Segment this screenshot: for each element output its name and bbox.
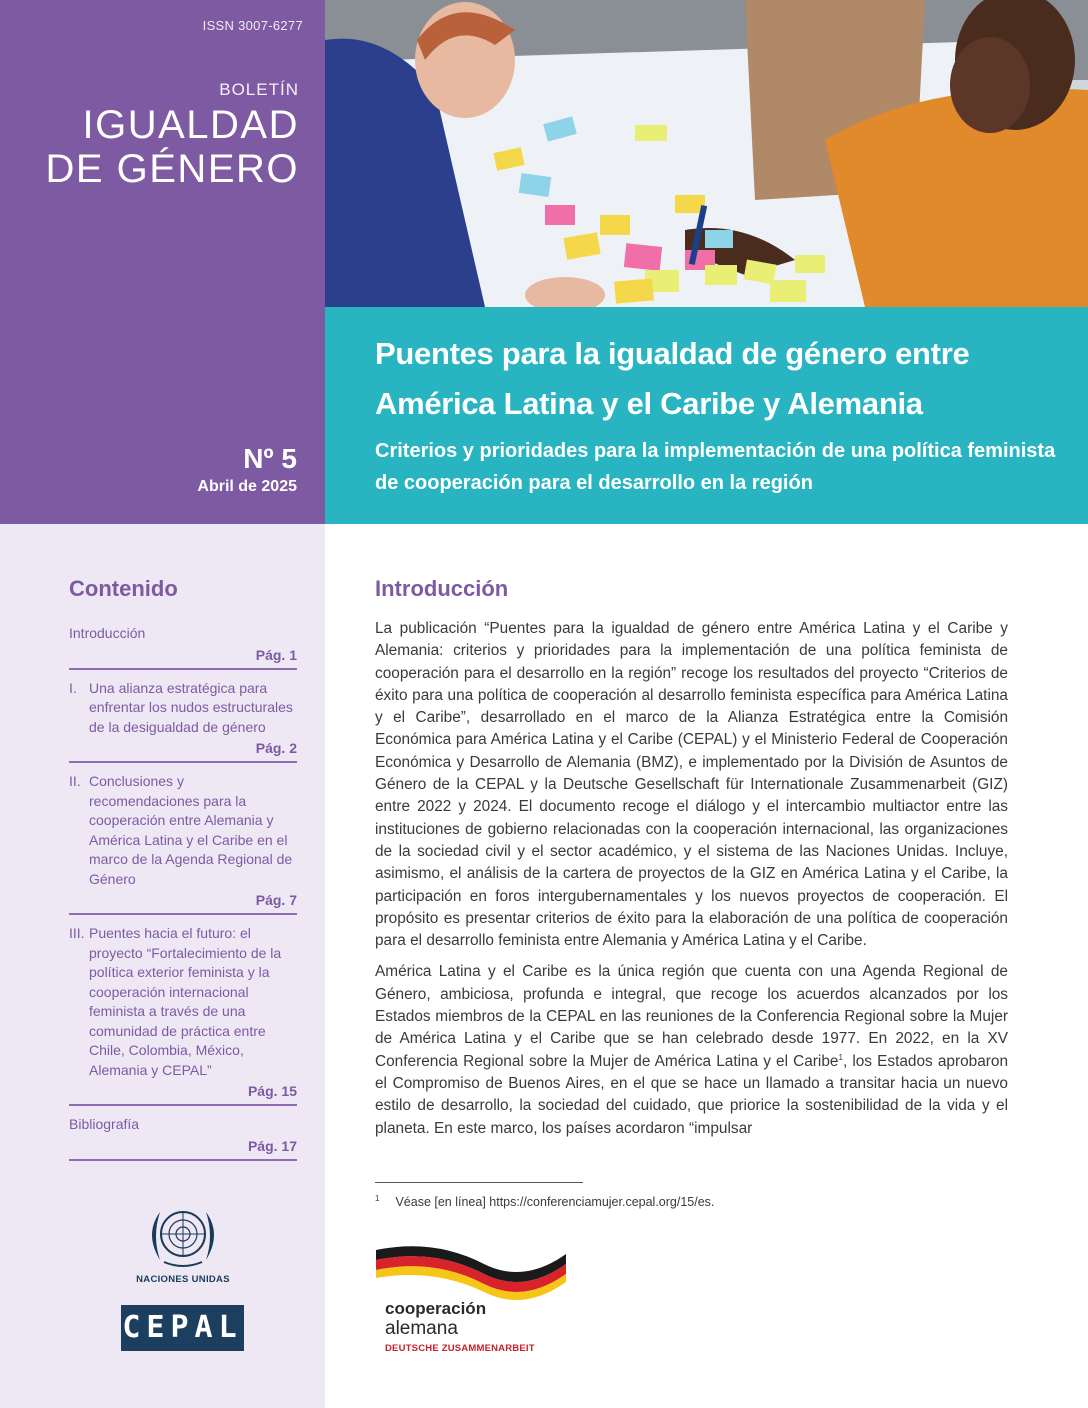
footnote-text[interactable]: Véase [en línea] https://conferenciamujer.cepal.org/15/es. — [395, 1195, 715, 1210]
toc-item-label: Puentes hacia el futuro: el proyecto “Fortalecimiento de la política exterior feminista y la cooperación internacional feminista a través de una comunidad de práctica entre Chile, Colombia, México, Alemania y CEPAL” — [89, 925, 282, 1078]
series-brand — [45, 103, 299, 191]
coop-logo-line-1: cooperación — [385, 1299, 487, 1318]
toc-item-section-2[interactable] — [69, 772, 297, 915]
footnote-mark: 1 — [375, 1194, 380, 1203]
toc-item-number: III. — [69, 925, 85, 941]
section-title-introduccion: Introducción — [375, 576, 509, 601]
brand-line-1: IGUALDAD — [82, 103, 299, 147]
publication-title: Puentes para la igualdad de género entre América Latina y el Caribe y Alemania — [375, 336, 970, 421]
footnote-reference[interactable]: 1 — [838, 1052, 843, 1062]
toc-row — [69, 1115, 297, 1135]
toc-item-bibliografia[interactable] — [69, 1115, 297, 1161]
german-flag-ribbon-logo — [374, 1242, 574, 1302]
un-label: NACIONES UNIDAS — [136, 1274, 230, 1285]
cover-photo — [325, 0, 1088, 307]
toc-item-number: II. — [69, 773, 81, 789]
toc-row — [69, 624, 297, 644]
issue-number: Nº 5 — [243, 443, 297, 474]
intro-paragraph-2 — [375, 961, 1008, 1139]
toc-item-page: Pág. 15 — [247, 1083, 297, 1099]
sidebar — [0, 524, 325, 1408]
toc-row — [69, 924, 297, 1080]
toc-item-introduccion[interactable] — [69, 624, 297, 670]
coop-logo-line-2: alemana — [385, 1318, 458, 1339]
cover-title-band — [325, 307, 1088, 524]
series-header — [0, 0, 325, 524]
toc-item-label: Conclusiones y recomendaciones para la cooperación entre Alemania y América Latina y el Caribe en el marco de la Agenda Regional de Género — [89, 773, 293, 887]
toc-item-section-3[interactable] — [69, 924, 297, 1106]
toc-item-page: Pág. 7 — [255, 892, 297, 908]
toc-item-label: Introducción — [69, 625, 146, 641]
toc-row — [69, 679, 297, 738]
coop-logo-line-3: DEUTSCHE ZUSAMMENARBEIT — [385, 1343, 535, 1354]
footnote-1 — [375, 1194, 714, 1209]
toc-item-label: Una alianza estratégica para enfrentar los nudos estructurales de la desigualdad de género — [89, 679, 293, 735]
brand-line-2: DE GÉNERO — [45, 147, 299, 191]
footnote-divider — [375, 1182, 583, 1183]
table-of-contents — [69, 624, 297, 1170]
toc-item-number: I. — [69, 679, 77, 696]
toc-item-page: Pág. 17 — [247, 1137, 297, 1154]
toc-item-page: Pág. 2 — [255, 740, 297, 756]
intro-body — [375, 618, 1008, 1149]
issn: ISSN 3007-6277 — [202, 18, 303, 33]
un-emblem-logo — [130, 1200, 236, 1272]
publication-subtitle: Criterios y prioridades para la implementación de una política feminista de cooperación para el desarrollo en la región — [375, 440, 1056, 494]
intro-paragraph-2-part-a: América Latina y el Caribe es la única región que cuenta con una Agenda Regional de Género, ambiciosa, profunda e integral, que recoge los acuerdos alcanzados por los Estados miembros de la CEPAL en las reuniones de la Conferencia Regional sobre la Mujer de América Latina y el Caribe que se han celebrado desde 1977. En 2022, en la XV Conferencia Regional sobre la Mujer de América Latina y el Caribe — [375, 963, 1008, 1070]
toc-item-label: Bibliografía — [69, 1116, 140, 1132]
series-label: BOLETÍN — [219, 80, 299, 99]
toc-item-section-1[interactable] — [69, 679, 297, 764]
intro-paragraph-2-part-b: , los Estados aprobaron el Compromiso de Buenos Aires, en el que se hace un llamado a transitar hacia un nuevo estilo de desarrollo, la sociedad del cuidado, que priorice la sostenibilidad de la vida y el planeta. En este marco, los países acordaron “impulsar — [375, 1052, 1008, 1137]
issue-date: Abril de 2025 — [197, 478, 297, 495]
cepal-logo: CEPAL — [121, 1305, 244, 1351]
intro-paragraph-1: La publicación “Puentes para la igualdad de género entre América Latina y el Caribe y Alemania: criterios y prioridades para la implementación de una política feminista de cooperación para el desarrollo en la región” recoge los resultados del proyecto “Criterios de éxito para una política de cooperación al desarrollo feminista específica para América Latina y el Caribe”, desarrollado en el marco de la Alianza Estratégica entre la Comisión Económica para América Latina y el Caribe (CEPAL) y el Ministerio Federal de Cooperación Económica y Desarrollo de Alemania (BMZ), e implementado por la División de Asuntos de Género de la CEPAL y la Deutsche Gesellschaft für Internationale Zusammenarbeit (GIZ) entre 2022 y 2024. El documento recoge el diálogo y el intercambio multiactor entre las instituciones de gobierno relacionadas con la cooperación internacional, las organizaciones de la sociedad civil y el sector académico, y el sistema de las Naciones Unidas. Incluye, asimismo, el análisis de la cartera de proyectos de la GIZ en América Latina y el Caribe, la participación en foros intergubernamentales y los nuevos proyectos de cooperación. El propósito es presentar criterios de éxito para la elaboración de una política de cooperación para el desarrollo feminista entre Alemania y América Latina y el Caribe. — [375, 620, 1008, 950]
toc-row — [69, 772, 297, 889]
toc-title: Contenido — [69, 576, 178, 601]
toc-item-page: Pág. 1 — [255, 646, 297, 663]
